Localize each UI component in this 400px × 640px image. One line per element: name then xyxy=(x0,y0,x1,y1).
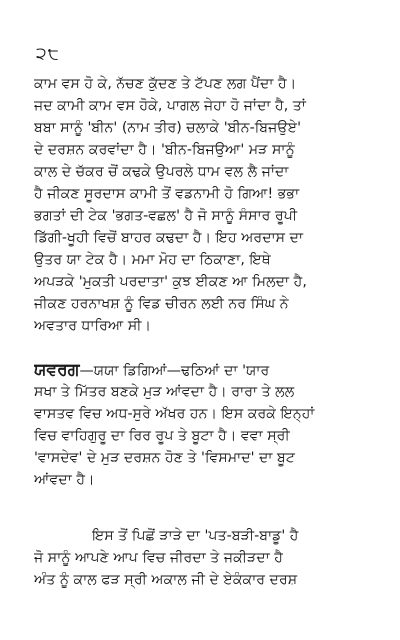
text-line: ਜੀਕਣ ਹਰਨਾਖਸ਼ ਨੂੰ ਵਿਡ ਚੀਰਨ ਲਈ ਨਰ ਸਿੰਘ ਨੇ xyxy=(34,296,289,312)
text-line: 'ਵਾਸਦੇਵ' ਦੇ ਮੁੜ ਦਰਸ਼ਨ ਹੋਣ ਤੇ 'ਵਿਸਮਾਦ' ਦਾ ਬੂਟ xyxy=(34,450,295,466)
page-number: ੨੮ xyxy=(36,44,60,64)
section-heading-rest: —ਯਯਾ ਡਿਗਿਆਂ—ਢਠਿਆਂ ਦਾ 'ਯਾਰ xyxy=(79,363,270,379)
text-line: ਬਬਾ ਸਾਨੂੰ 'ਬੀਨ' (ਨਾਮ ਤੀਰ) ਚਲਾਕੇ 'ਬੀਨ-ਬਿਜਉਏ' xyxy=(34,120,301,136)
text-line: ਉਤਰ ਯਾ ਟੇਕ ਹੈ। ਮਮਾ ਮੋਹ ਦਾ ਠਿਕਾਣਾ, ਇਥੇ xyxy=(34,252,271,268)
text-line: ਦੇ ਦਰਸ਼ਨ ਕਰਵਾਂਦਾ ਹੈ। 'ਬੀਨ-ਬਿਜਉਆ' ਮੜ ਸਾਨੂੰ xyxy=(34,142,295,158)
section-heading: ਯਵਰਗ xyxy=(34,360,80,380)
text-line: ਆਂਵਦਾ ਹੈ। xyxy=(34,472,95,488)
text-line: ਕਾਮ ਵਸ ਹੋ ਕੇ, ਨੱਚਣ ਕੁੱਦਣ ਤੇ ਟੱਪਣ ਲਗ ਪੈਂਦਾ ਹੈ। xyxy=(34,76,297,92)
text-line: ਜਦ ਕਾਮੀ ਕਾਮ ਵਸ ਹੋਕੇ, ਪਾਗਲ ਜੇਹਾ ਹੋ ਜਾਂਦਾ ਹੈ, ਤਾਂ xyxy=(34,98,306,114)
text-line: ਅੰਤ ਨੂੰ ਕਾਲ ਫੜ ਸ੍ਰੀ ਅਕਾਲ ਜੀ ਦੇ ਏਕੰਕਾਰ ਦਰਸ਼ xyxy=(34,572,298,588)
text-line: ਅਵਤਾਰ ਧਾਰਿਆ ਸੀ। xyxy=(34,318,152,334)
text-line: ਇਸ ਤੋਂ ਪਿਛੋਂ ੜਾੜੇ ਦਾ 'ਪਤ-ਬੜੀ-ਬਾਡੂ' ਹੈ xyxy=(92,528,299,544)
text-line: ਜੋ ਸਾਨੂੰ ਆਪਣੇ ਆਪ ਵਿਚ ਜੀਰਦਾ ਤੇ ਜਕੀੜਦਾ ਹੈ xyxy=(34,550,283,566)
text-line: ਵਾਸਤਵ ਵਿਚ ਅਧ-ਸੁਰੇ ਅੱਖਰ ਹਨ। ਇਸ ਕਰਕੇ ਇਨ੍ਹਾਂ xyxy=(34,406,315,422)
text-line: ਸਖਾ ਤੇ ਮਿੱਤਰ ਬਣਕੇ ਮੁੜ ਆਂਵਦਾ ਹੈ। ਰਾਰਾ ਤੇ ਲਲ xyxy=(34,384,295,400)
text-line: ਅਪੜਕੇ 'ਮੁਕਤੀ ਪਰਦਾਤਾ' ਕੁਝ ਈਕਣ ਆ ਮਿਲਦਾ ਹੈ, xyxy=(34,274,307,290)
text-line: ਭਗਤਾਂ ਦੀ ਟੇਕ 'ਭਗਤ-ਵਛਲ' ਹੈ ਜੋ ਸਾਨੂੰ ਸੰਸਾਰ ਰੂਪੀ xyxy=(34,208,298,224)
text-line: ਡਿੱਗੀ-ਖੂਹੀ ਵਿਚੋਂ ਬਾਹਰ ਕਢਦਾ ਹੈ। ਇਹ ਅਰਦਾਸ ਦਾ xyxy=(34,230,304,246)
text-line: ਹੈ ਜੀਕਣ ਸੂਰਦਾਸ ਕਾਮੀ ਤੋਂ ਵਡਨਾਮੀ ਹੋ ਗਿਆ! ਭਭਾ xyxy=(34,186,300,202)
text-line: ਵਿਚ ਵਾਹਿਗੁਰੂ ਦਾ ਰਿਰ ਰੂਪ ਤੇ ਬੂਟਾ ਹੈ। ਵਵਾ ਸ੍ਰੀ xyxy=(34,428,290,444)
section-first-line xyxy=(34,360,372,381)
text-line: ਕਾਲ ਦੇ ਚੱਕਰ ਚੋਂ ਕਢਕੇ ਉਪਰਲੇ ਧਾਮ ਵਲ ਲੈ ਜਾਂਦਾ xyxy=(34,164,289,180)
